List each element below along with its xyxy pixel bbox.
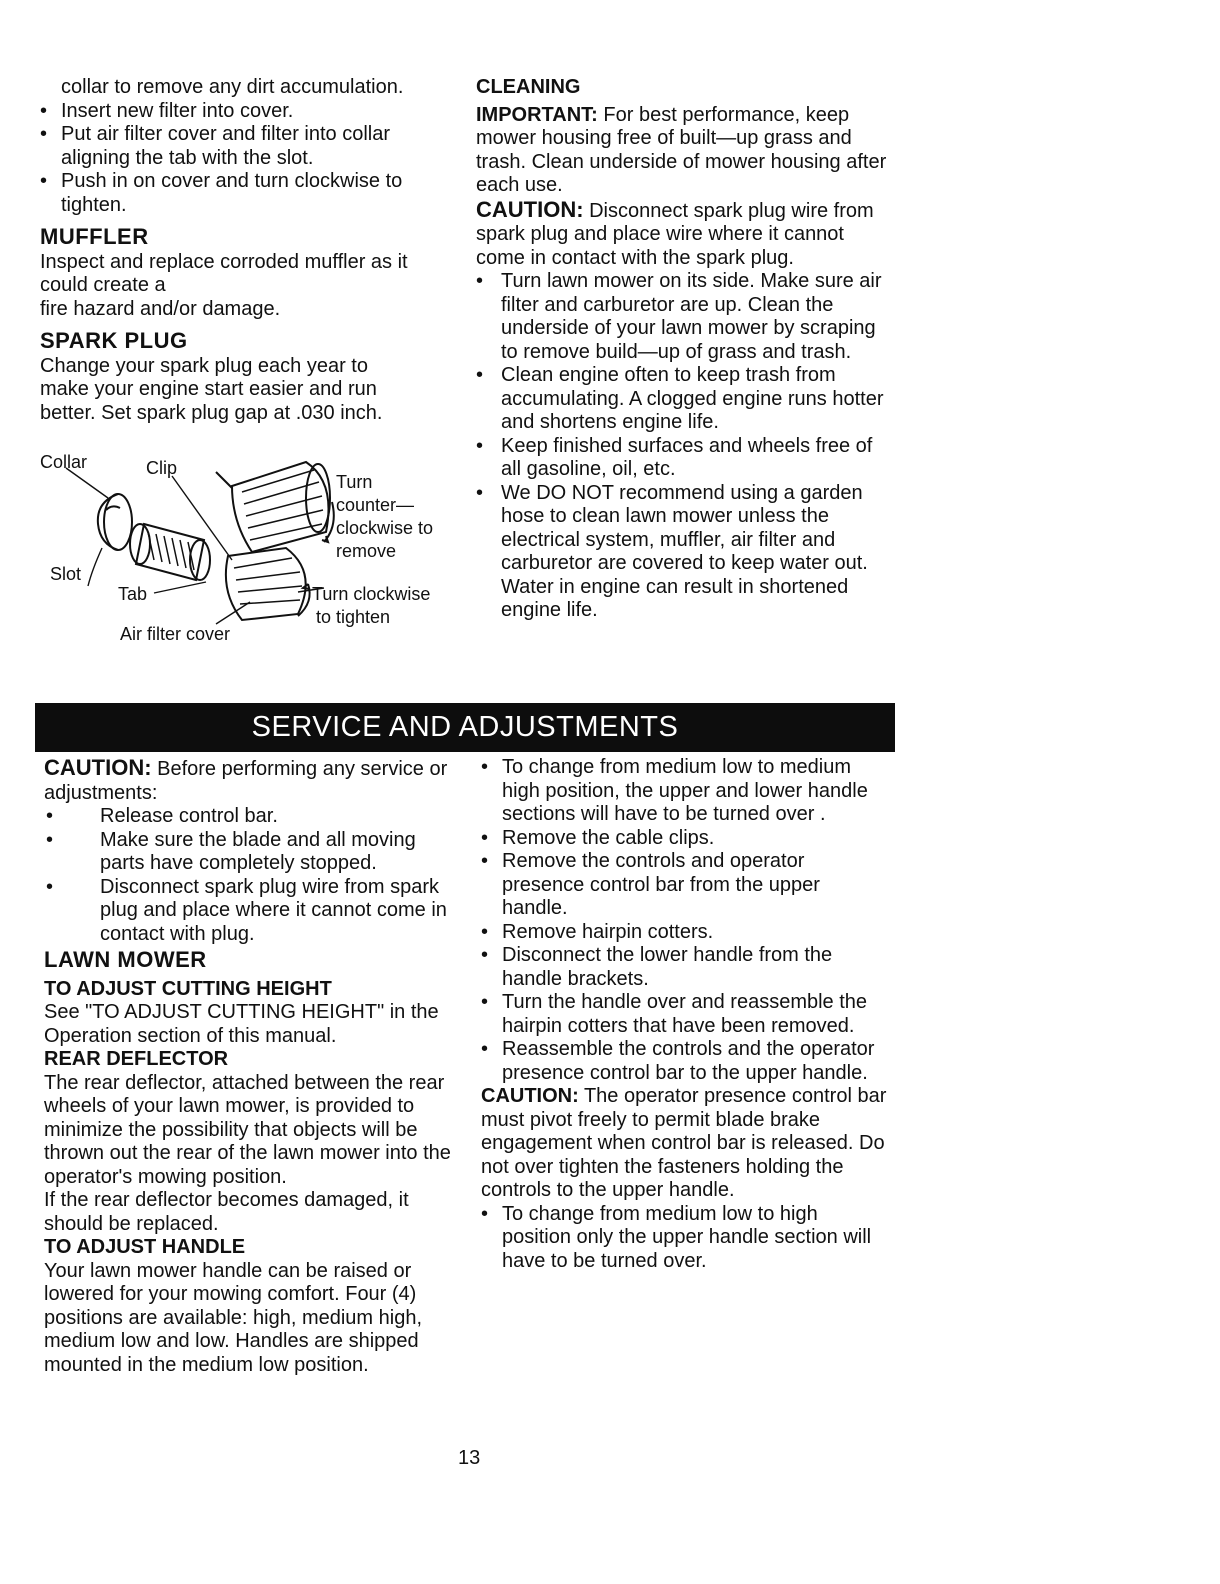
turn-cw-label: Turn clockwise [312, 584, 431, 604]
list-item: • Clean engine often to keep trash from accumulating. A clogged engine runs hotter and shortens engine life. [476, 364, 896, 435]
turn-ccw-label: Turn [336, 472, 373, 492]
muffler-text: Inspect and replace corroded muffler as it could create a [40, 250, 408, 296]
muffler-heading: MUFFLER [40, 224, 149, 249]
list-item: • Keep finished surfaces and wheels free of all gasoline, oil, etc. [476, 435, 896, 482]
list-item: • Remove the cable clips. [481, 827, 891, 851]
service-left-column [44, 756, 459, 1377]
cleaning-heading: CLEANING [476, 76, 581, 98]
important-label: IMPORTANT: [476, 103, 598, 126]
left-top-column [40, 76, 455, 425]
turn-cw-label: to tighten [316, 607, 391, 627]
filter-element-drawing [130, 524, 210, 580]
list-item: • Push in on cover and turn clockwise to tighten. [40, 170, 455, 217]
rear-deflector-heading: REAR DEFLECTOR [44, 1048, 229, 1070]
list-item: • We DO NOT recommend using a garden hose to clean lawn mower unless the electrical system, muffler, air filter and carburetor are covered to keep water out. Water in engine can result in shortened engine life. [476, 482, 896, 623]
caution-text: Disconnect spark plug wire from spark plug and place wire where it cannot come in contact with the spark plug. [476, 199, 874, 269]
list-item: • Disconnect spark plug wire from spark plug and place where it cannot come in contact with plug. [44, 876, 459, 947]
tab-label: Tab [118, 584, 148, 604]
list-item: • Release control bar. [44, 805, 459, 829]
service-right-column [481, 756, 891, 1273]
section-banner: SERVICE AND ADJUSTMENTS [35, 703, 895, 752]
list-item: • Turn lawn mower on its side. Make sure air filter and carburetor are up. Clean the underside of your lawn mower by scraping to remove build—up of grass and trash. [476, 270, 896, 364]
caution-label: CAUTION: [476, 196, 584, 222]
rear-deflector-text: The rear deflector, attached between the rear wheels of your lawn mower, is provided to minimize the possibility that objects will be thrown out the rear of the lawn mower into the operator's mowing position. [44, 1071, 451, 1188]
caution-label: CAUTION: [44, 755, 152, 780]
caution-label: CAUTION: [481, 1085, 579, 1107]
list-item: • Disconnect the lower handle from the handle brackets. [481, 944, 891, 991]
caution-text: The operator presence control bar must pivot freely to permit blade brake engagement when control bar is released. Do not over tighten the fasteners holding the controls to the upper handle. [481, 1085, 887, 1201]
list-item: • Remove hairpin cotters. [481, 921, 891, 945]
list-item: • Remove the controls and operator presence control bar from the upper handle. [481, 850, 891, 921]
list-item: • To change from medium low to medium high position, the upper and lower handle sections will have to be turned over . [481, 756, 891, 827]
upper-cover-drawing [216, 462, 334, 552]
clip-label: Clip [146, 458, 178, 478]
slot-label: Slot [50, 564, 82, 584]
list-item: • Turn the handle over and reassemble the hairpin cotters that have been removed. [481, 991, 891, 1038]
caution-text: Before performing any service or adjustments: [44, 758, 448, 804]
collar-drawing [98, 494, 132, 550]
list-item: • Insert new filter into cover. [40, 100, 455, 124]
page-number: 13 [458, 1447, 481, 1469]
lawn-mower-heading: LAWN MOWER [44, 947, 207, 972]
cutting-height-text: See "TO ADJUST CUTTING HEIGHT" in the Operation section of this manual. [44, 1001, 439, 1047]
turn-ccw-label: counter— [336, 495, 415, 515]
list-item: • Make sure the blade and all moving parts have completely stopped. [44, 829, 459, 876]
turn-ccw-label: remove [336, 541, 397, 561]
continuation-text: collar to remove any dirt accumulation. [61, 76, 404, 98]
cutting-height-heading: TO ADJUST CUTTING HEIGHT [44, 977, 332, 1000]
list-item: • Reassemble the controls and the operator presence control bar to the upper handle. [481, 1038, 891, 1085]
service-caution [44, 756, 459, 805]
operator-caution [481, 1085, 891, 1203]
turn-ccw-label: clockwise to [336, 518, 434, 538]
list-item: • Put air filter cover and filter into collar aligning the tab with the slot. [40, 123, 455, 170]
air-filter-cover-label: Air filter cover [120, 624, 231, 644]
spark-plug-heading: SPARK PLUG [40, 328, 188, 353]
caution-note [476, 198, 896, 271]
important-text: For best performance, keep mower housing free of built—up grass and trash. Clean underside of mower housing after each use. [476, 103, 887, 196]
collar-label: Collar [40, 452, 88, 472]
adjust-handle-text: Your lawn mower handle can be raised or lowered for your mowing comfort. Four (4) positions are available: high, medium high, medium low and low. Handles are shipped mounted in the medium low position. [44, 1259, 422, 1376]
muffler-text-2: fire hazard and/or damage. [40, 297, 281, 320]
rear-deflector-text-2: If the rear deflector becomes damaged, it should be replaced. [44, 1189, 409, 1235]
adjust-handle-heading: TO ADJUST HANDLE [44, 1236, 246, 1258]
list-item: • To change from medium low to high position only the upper handle section will have to be turned over. [481, 1203, 891, 1274]
spark-plug-text: Change your spark plug each year to make your engine start easier and run better. Set spark plug gap at .030 inch. [40, 354, 383, 424]
important-note [476, 104, 896, 198]
air-filter-diagram [36, 452, 456, 652]
cleaning-column [476, 76, 896, 623]
